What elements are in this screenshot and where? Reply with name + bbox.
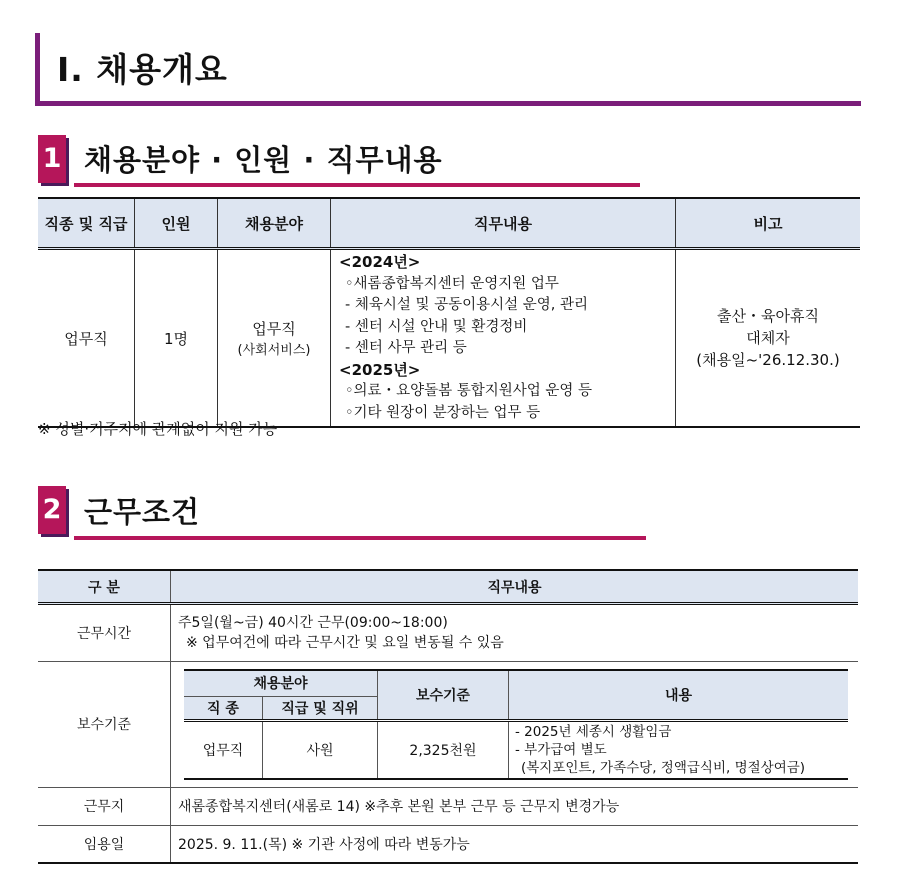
duty-line: <2025년> [339,360,421,379]
pay-content [509,720,849,779]
table-row [38,787,858,825]
duty-line: ◦기타 원장이 분장하는 업무 등 [345,404,541,421]
cell-count: 1명 [135,249,218,428]
section2-title: 근무조건 [84,495,201,529]
eligibility-note: ※ 성별·거주지에 관계없이 지원 가능 [38,420,278,438]
note-line1: 출산・육아휴직 [717,307,819,325]
duty-line: ◦의료・요양돌봄 통합지원사업 운영 등 [345,383,592,399]
place-label: 근무지 [38,787,171,825]
hours-value [171,604,859,662]
recruitment-table [38,197,860,428]
note-line2: 대체자 [746,329,790,347]
table-row [38,662,858,788]
pay-standard: 2,325천원 [378,720,509,779]
chapter-title: Ⅰ. 채용개요 [57,50,228,89]
table-row [184,720,848,779]
duty-line: ◦새롬종합복지센터 운영지원 업무 [345,275,559,292]
cell-job-type: 업무직 [38,249,135,428]
table-header-row [38,570,858,604]
start-label: 임용일 [38,825,171,863]
pay-content-line2: - 부가급여 별도 [515,741,607,758]
table-row [38,825,858,863]
pay-value [171,662,859,788]
pay-header-standard: 보수기준 [378,670,509,720]
header-category: 구 분 [38,570,171,604]
table-row [38,604,858,662]
pay-header-rank: 직급 및 직위 [263,696,378,720]
pay-type: 업무직 [202,742,244,759]
pay-header-type: 직 종 [184,696,263,720]
table-row [38,249,860,428]
header-field: 채용분야 [218,198,331,249]
pay-table [184,669,848,780]
duty-line: - 체육시설 및 공동이용시설 운영, 관리 [345,297,588,313]
place-value: 새롬종합복지센터(새롬로 14) ※추후 본원 본부 근무 등 근무지 변경가능 [178,799,620,815]
hours-line1: 주5일(월~금) 40시간 근무(09:00~18:00) [178,615,448,631]
start-value: 2025. 9. 11.(목) ※ 기관 사정에 따라 변동가능 [178,836,470,853]
header-count: 인원 [135,198,218,249]
section1-title: 채용분야 · 인원 · 직무내용 [84,143,443,177]
cell-field [218,249,331,428]
header-job-type: 직종 및 직급 [38,198,135,249]
hours-label: 근무시간 [38,604,171,662]
chapter-accent-bar [35,33,40,105]
header-duties: 직무내용 [331,198,676,249]
duty-line: - 센터 시설 안내 및 환경정비 [345,318,528,335]
duty-line: <2024년> [339,253,421,271]
header-content: 직무내용 [171,570,859,604]
header-note: 비고 [676,198,861,249]
section1-underline [74,183,640,187]
field-line2: (사회서비스) [237,343,311,358]
pay-content-line1: - 2025년 세종시 생활임금 [515,723,672,740]
chapter-underline [35,101,861,106]
pay-header-row [184,670,848,696]
table-header-row [38,198,860,249]
field-line1: 업무직 [252,320,296,338]
work-conditions-table [38,569,858,864]
section1-number-badge: 1 [38,135,66,183]
duty-line: - 센터 사무 관리 등 [345,340,467,356]
pay-header-content: 내용 [509,670,849,720]
pay-label: 보수기준 [38,662,171,788]
hours-line2: ※ 업무여건에 따라 근무시간 및 요일 변동될 수 있음 [186,635,504,651]
note-line3: (채용일~'26.12.30.) [696,351,840,369]
section2-number-badge: 2 [38,486,66,534]
cell-duties [331,249,676,428]
cell-note [676,249,861,428]
pay-header-field: 채용분야 [184,670,378,696]
pay-rank: 사원 [263,720,378,779]
pay-content-line3: (복지포인트, 가족수당, 정액급식비, 명절상여금) [521,759,806,776]
section2-underline [74,536,646,540]
